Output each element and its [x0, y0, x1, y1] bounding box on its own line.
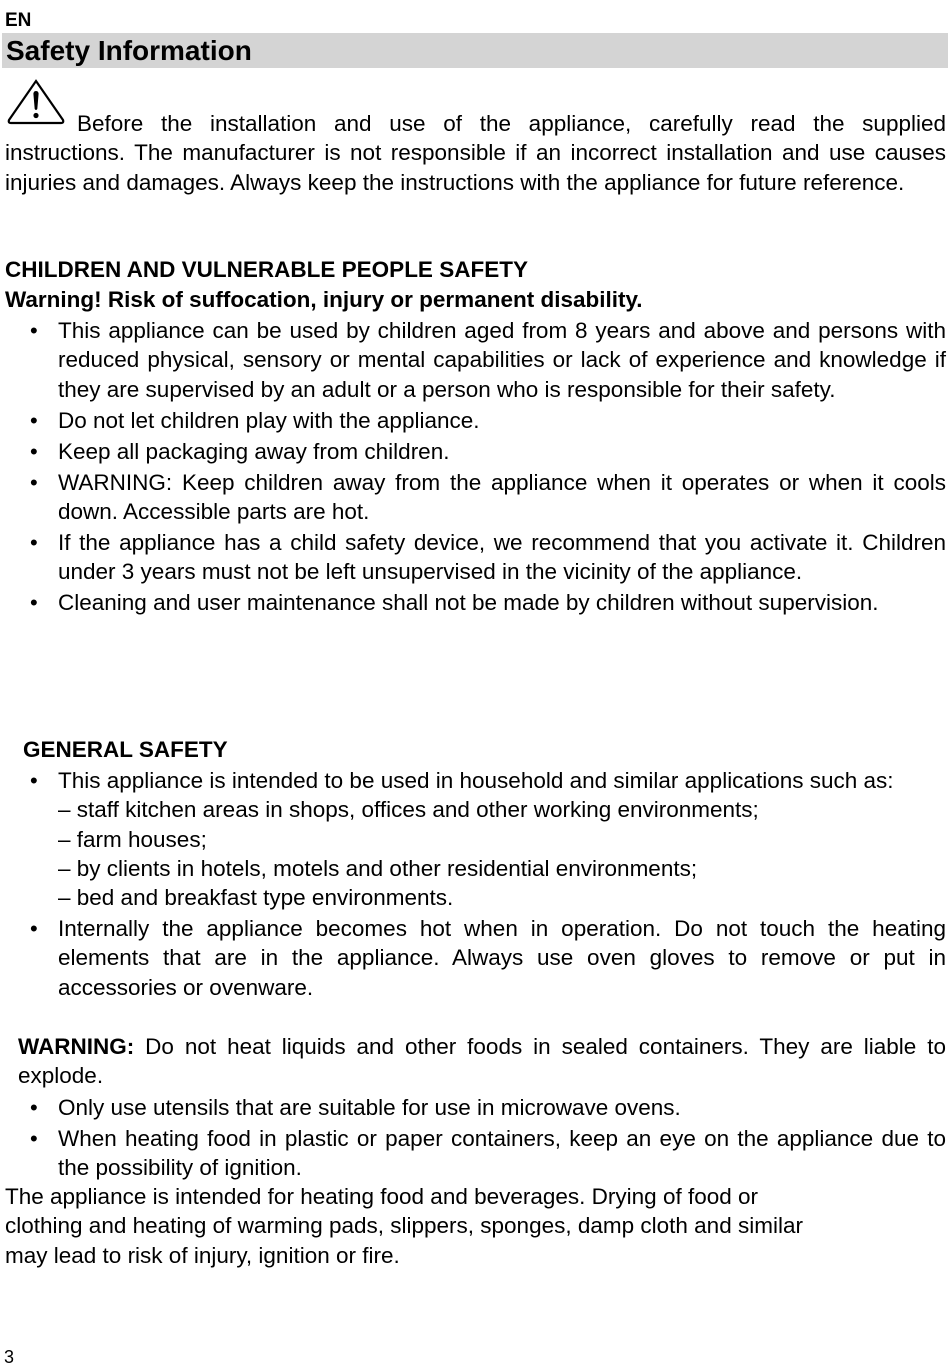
list-item: • When heating food in plastic or paper containers, keep an eye on the appliance due to the possibility of ignition. [30, 1125, 946, 1181]
list-item: • Cleaning and user maintenance shall not be made by children without supervision. [5, 588, 946, 617]
list-item: • If the appliance has a child safety device, we recommend that you activate it. Children under 3 years must not be left unsupervised in the vicinity of the appliance. [30, 529, 946, 585]
title-bar [2, 33, 948, 68]
list-item: • Only use utensils that are suitable for use in microwave ovens. [5, 1093, 946, 1122]
list-item: • Internally the appliance becomes hot when in operation. Do not touch the heating elements that are in the appliance. Always use oven gloves to remove or put in accessories or ovenware. [30, 916, 946, 1000]
sub-item: – by clients in hotels, motels and other residential environments; [58, 855, 698, 881]
bullet-icon: • [30, 1095, 38, 1120]
children-safety-list [5, 316, 946, 619]
general-safety-list-2 [5, 1093, 946, 1184]
bullet-icon: • [30, 469, 38, 495]
closing-paragraph [5, 1182, 803, 1270]
bullet-icon: • [30, 590, 38, 616]
bullet-icon: • [30, 768, 38, 793]
sub-item: – staff kitchen areas in shops, offices and other working environments; [58, 797, 759, 823]
list-item: • WARNING: Keep children away from the appliance when it operates or when it cools down. Accessible parts are hot. [30, 469, 946, 524]
page-number: 3 [4, 1347, 15, 1367]
general-warning-paragraph: WARNING: Do not heat liquids and other foods in sealed containers. They are liable to explode. [18, 1034, 946, 1089]
list-item: • This appliance can be used by children aged from 8 years and above and persons with reduced physical, sensory or mental capabilities or lack of experience and knowledge if they are supervised by an adult or a person who is responsible for their safety. [30, 318, 946, 402]
general-safety-heading: GENERAL SAFETY [23, 737, 228, 762]
sub-item: – farm houses; [58, 826, 207, 852]
bullet-icon: • [30, 438, 38, 464]
children-safety-warning: Warning! Risk of suffocation, injury or permanent disability. [5, 287, 643, 312]
bullet-icon: • [30, 407, 38, 433]
bullet-icon: • [30, 529, 38, 555]
warning-label: WARNING: [18, 1034, 135, 1059]
general-safety-list [5, 766, 946, 1004]
list-item: • Keep all packaging away from children. [5, 437, 946, 466]
page-title: Safety Information [6, 35, 252, 66]
list-item: • This appliance is intended to be used in household and similar applications such as: – staff kitchen areas in shops, offices and other working environments; – farm houses; – by clients in hotels, motels and other residential environments; – bed and breakfast type environments. [5, 766, 946, 912]
closing-line: The appliance is intended for heating food and beverages. Drying of food or [5, 1184, 759, 1209]
sub-item: – bed and breakfast type environments. [58, 885, 454, 911]
intro-text: Before the installation and use of the appliance, carefully read the supplied instructions. The manufacturer is not responsible if an incorrect installation and use causes injuries and damages. Always keep the instructions with the appliance for future reference. [5, 111, 946, 195]
bullet-icon: • [30, 1125, 38, 1151]
list-item: • Do not let children play with the appliance. [5, 406, 946, 435]
children-safety-heading: CHILDREN AND VULNERABLE PEOPLE SAFETY [5, 257, 528, 282]
intro-paragraph [5, 109, 946, 197]
bullet-icon: • [30, 318, 38, 343]
closing-line: may lead to risk of injury, ignition or fire. [5, 1242, 400, 1268]
bullet-icon: • [30, 916, 38, 942]
language-code: EN [5, 10, 32, 31]
closing-line: clothing and heating of warming pads, slippers, sponges, damp cloth and similar [5, 1213, 803, 1239]
